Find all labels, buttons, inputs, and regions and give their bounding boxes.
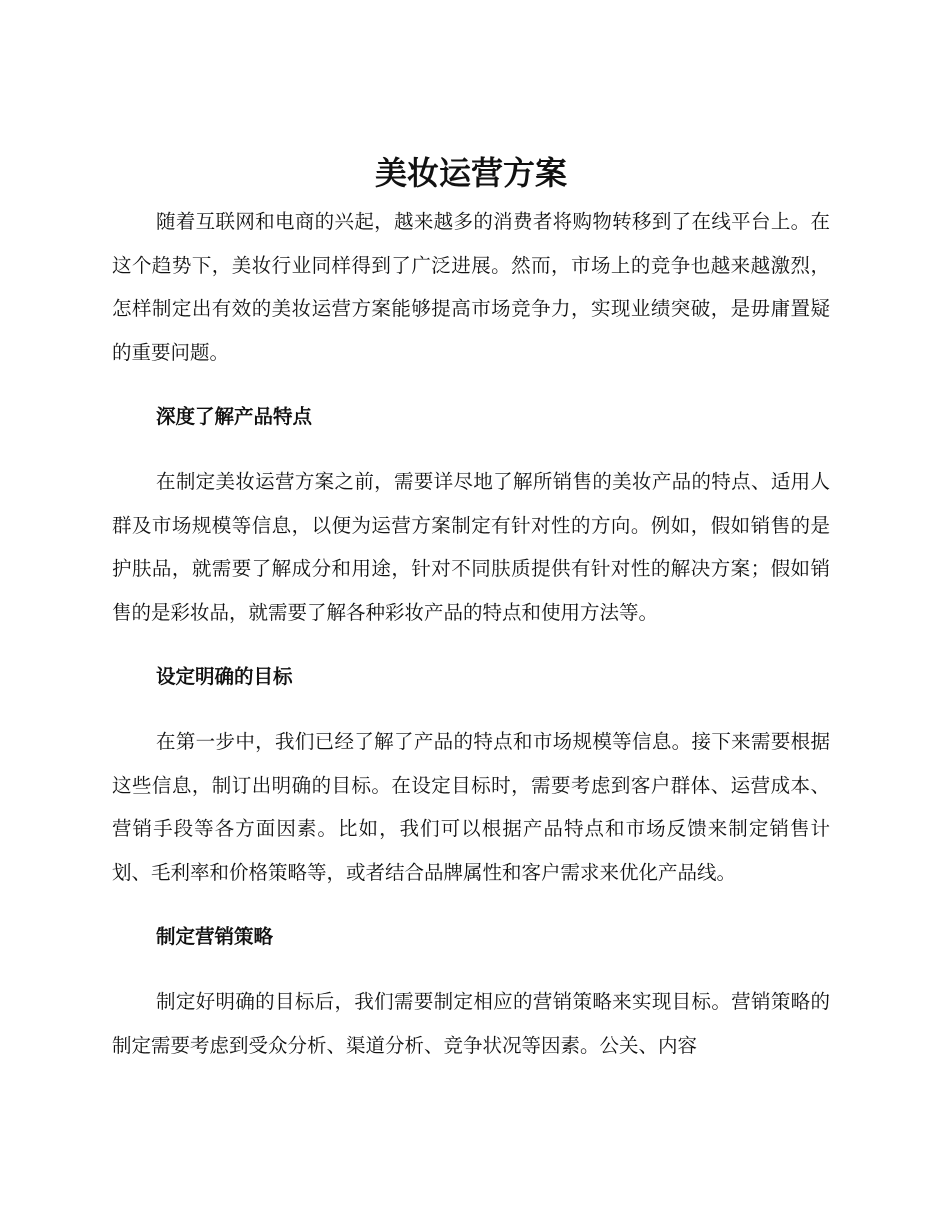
- section-body-product-features: 在制定美妆运营方案之前，需要详尽地了解所销售的美妆产品的特点、适用人群及市场规模等信息，以便为运营方案制定有针对性的方向。例如，假如销售的是护肤品，就需要了解成分和用途，针对不同肤质提供有针对性的解决方案；假如销售的是彩妆品，就需要了解各种彩妆产品的特点和使用方法等。: [112, 470, 830, 624]
- intro-paragraph: 随着互联网和电商的兴起，越来越多的消费者将购物转移到了在线平台上。在这个趋势下，美妆行业同样得到了广泛进展。然而，市场上的竞争也越来越激烈，怎样制定出有效的美妆运营方案能够提高市场竞争力，实现业绩突破，是毋庸置疑的重要问题。: [112, 210, 830, 364]
- section-heading-set-goals: 设定明确的目标: [156, 665, 293, 688]
- document-page: [112, 150, 830, 1067]
- document-title: 美妆运营方案: [374, 154, 567, 192]
- section-heading-product-features: 深度了解产品特点: [156, 405, 313, 428]
- section-body-marketing-strategy: 制定好明确的目标后，我们需要制定相应的营销策略来实现目标。营销策略的制定需要考虑到受众分析、渠道分析、竞争状况等因素。公关、内容: [112, 990, 830, 1057]
- section-heading-marketing-strategy: 制定营销策略: [156, 925, 274, 948]
- section-body-set-goals: 在第一步中，我们已经了解了产品的特点和市场规模等信息。接下来需要根据这些信息，制订出明确的目标。在设定目标时，需要考虑到客户群体、运营成本、营销手段等各方面因素。比如，我们可以根据产品特点和市场反馈来制定销售计划、毛利率和价格策略等，或者结合品牌属性和客户需求来优化产品线。: [112, 730, 830, 884]
